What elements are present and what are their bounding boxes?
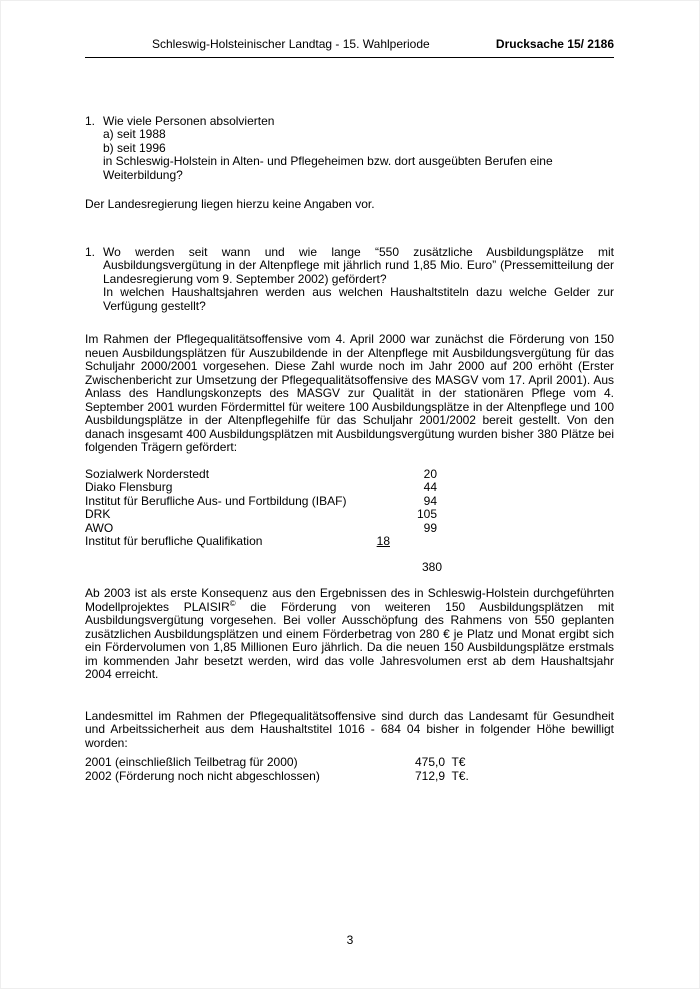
traeger-name: Institut für berufliche Qualifikation	[85, 534, 263, 548]
amount-year-label: 2001 (einschließlich Teilbetrag für 2000)	[85, 755, 298, 769]
table-row	[85, 522, 437, 536]
amount-value: 475,0 T€	[415, 755, 466, 769]
traeger-name: Diako Flensburg	[85, 480, 173, 494]
answer-1: Der Landesregierung liegen hierzu keine Angaben vor.	[85, 197, 375, 211]
question-1	[85, 115, 614, 183]
page-number: 3	[346, 932, 354, 947]
traeger-value: 44	[423, 480, 437, 494]
question-2-number: 1.	[85, 244, 96, 259]
paragraph-foerderung: Im Rahmen der Pflegequalitätsoffensive vom 4. April 2000 war zunächst die Förderung von 150 neuen Ausbildungsplätzen für Auszubildende in der Altenpflege mit Ausbildungsvergütung für das Schuljahr 2000/2001 vorgesehen. Diese Zahl wurde noch im Jahr 2000 auf 200 erhöht (Erster Zwischenbericht zur Umsetzung der Pflegequalitätsoffensive des MASGV vom 17. April 2001). Aus Anlass des Handlungskonzepts des MASGV zur Qualität in der stationären Pflege vom 4. September 2001 wurden Fördermittel für weitere 100 Ausbildungsplätze in der Altenpflege und 100 Ausbildungsplätze in der Altenpflegehilfe für das Schuljahr 2001/2002 bereit gestellt. Von den danach insgesamt 400 Ausbildungsplätzen mit Ausbildungsvergütung wurden bisher 380 Plätze bei folgenden Trägern gefördert:	[85, 332, 614, 454]
traeger-value: 18	[376, 534, 390, 548]
question-2	[85, 246, 614, 314]
question-1-line: a) seit 1988	[103, 127, 166, 141]
table-row	[85, 535, 437, 549]
amount-value: 712,9 T€.	[415, 768, 469, 783]
document-header	[85, 38, 614, 58]
traeger-value: 20	[423, 466, 437, 481]
copyright-symbol: ©	[229, 598, 236, 608]
funding-table	[85, 468, 614, 575]
question-2-part-1: Wo werden seit wann und wie lange “550 zusätzliche Ausbildungsplätze mit Ausbildungsvergütung in der Altenpflege mit jährlich rund 1,85 Mio. Euro” (Pressemitteilung der Landesregierung vom 9. September 2002) gefördert?	[103, 244, 614, 286]
question-1-line: Wie viele Personen absolvierten	[103, 113, 275, 128]
header-publisher: Schleswig-Holsteinischer Landtag - 15. Wahlperiode	[152, 37, 430, 51]
amount-year-label: 2002 (Förderung noch nicht abgeschlossen)	[85, 768, 320, 783]
question-1-line: in Schleswig-Holstein in Alten- und Pflegeheimen bzw. dort ausgeübten Berufen eine Weiterbildung?	[103, 154, 553, 182]
table-row	[85, 468, 437, 482]
amounts-table	[85, 756, 614, 783]
paragraph-ab2003-text: Ab 2003 ist als erste Konsequenz aus den Ergebnissen des in Schleswig-Holstein durchgeführten Modellprojektes PLAISIR	[85, 586, 614, 614]
traeger-value: 105	[416, 507, 437, 521]
question-1-number: 1.	[85, 113, 96, 128]
funding-total: 380	[421, 559, 442, 574]
table-row	[85, 481, 437, 495]
amount-row	[85, 770, 614, 784]
header-drucksache-number: Drucksache 15/ 2186	[495, 37, 614, 51]
traeger-name: DRK	[85, 507, 111, 521]
paragraph-landesmittel: Landesmittel im Rahmen der Pflegequalitätsoffensive sind durch das Landesamt für Gesundheit und Arbeitssicherheit aus dem Haushaltstitel 1016 - 684 04 bisher in folgender Höhe bewilligt worden:	[85, 708, 614, 750]
paragraph-ab2003-text: die Förderung von weiteren 150 Ausbildungsplätzen mit Ausbildungsvergütung vorgesehen. Bei voller Ausschöpfung des Rahmens von 550 geplanten zusätzlichen Ausbildungsplätzen und einem Förderbetrag von 280 € je Platz und Monat ergibt sich ein Fördervolumen von 1,85 Millionen Euro jährlich. Da die neuen 150 Ausbildungsplätze erstmals im kommenden Jahr besetzt werden, wird das volle Jahresvolumen erst ab dem Haushaltsjahr 2004 erreicht.	[85, 599, 614, 681]
traeger-name: Sozialwerk Norderstedt	[85, 466, 210, 481]
traeger-value: 99	[423, 520, 437, 535]
traeger-value: 94	[423, 493, 437, 508]
traeger-name: AWO	[85, 520, 114, 535]
table-row	[85, 495, 437, 509]
traeger-name: Institut für Berufliche Aus- und Fortbildung (IBAF)	[85, 493, 347, 508]
amount-row	[85, 756, 614, 770]
question-2-part-2: In welchen Haushaltsjahren werden aus welchen Haushaltstiteln dazu welche Gelder zur Verfügung gestellt?	[103, 285, 614, 313]
table-row	[85, 508, 437, 522]
paragraph-ab2003	[85, 587, 614, 682]
question-1-line: b) seit 1996	[103, 140, 166, 155]
